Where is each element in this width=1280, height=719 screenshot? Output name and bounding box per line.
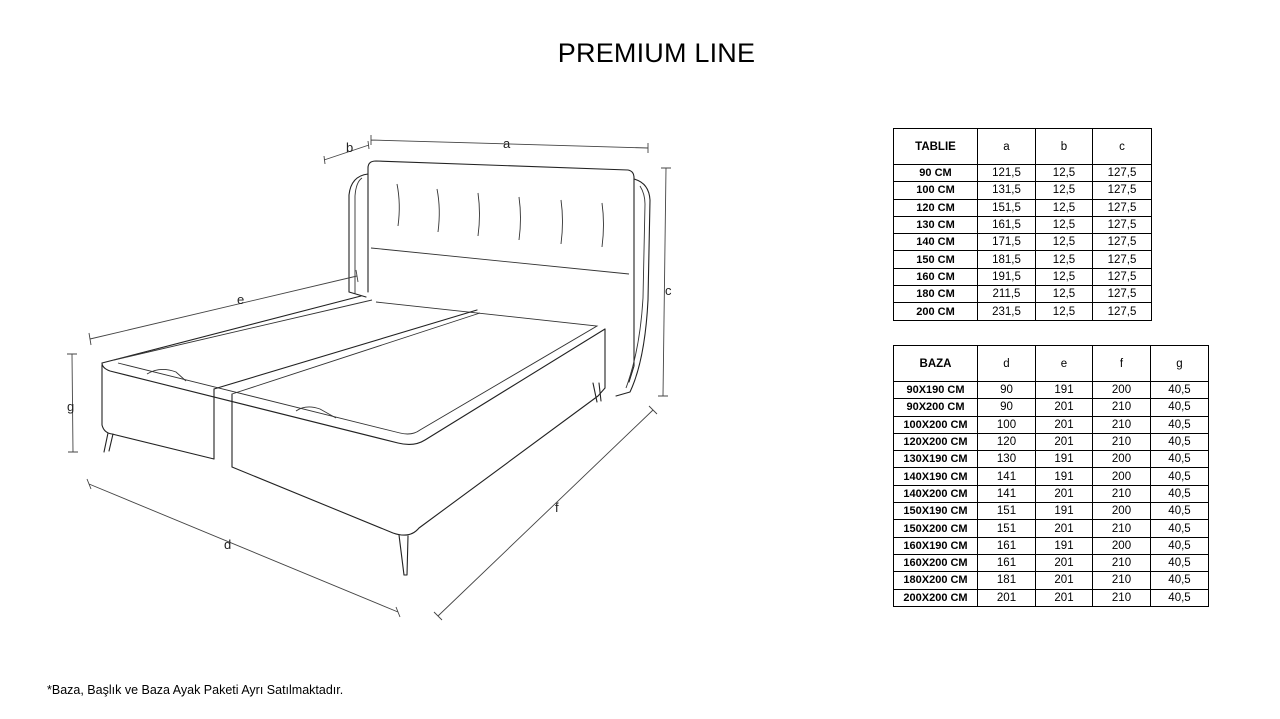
table-cell: 200: [1093, 451, 1151, 468]
table-row: [894, 251, 1152, 268]
table-row: [894, 303, 1152, 320]
table-cell: 12,5: [1036, 199, 1093, 216]
table-row: [894, 268, 1152, 285]
table-row: [894, 165, 1152, 182]
table-cell: 201: [1036, 589, 1093, 606]
table-cell: 90: [978, 382, 1036, 399]
table-cell: 171,5: [978, 234, 1036, 251]
dimension-label-f: f: [555, 500, 559, 515]
table-cell: 201: [1036, 399, 1093, 416]
table-cell: 210: [1093, 485, 1151, 502]
table-cell: 141: [978, 485, 1036, 502]
table-cell: 161: [978, 554, 1036, 571]
table-cell: 127,5: [1093, 199, 1152, 216]
row-label-cell: 160 CM: [894, 268, 978, 285]
table-cell: 200: [1093, 382, 1151, 399]
table-cell: 40,5: [1151, 589, 1209, 606]
table-cell: 201: [1036, 485, 1093, 502]
row-label-cell: 140X190 CM: [894, 468, 978, 485]
table-cell: 201: [1036, 572, 1093, 589]
table-row: [894, 589, 1209, 606]
table-cell: 201: [978, 589, 1036, 606]
row-label-cell: 100X200 CM: [894, 416, 978, 433]
row-label-cell: 130 CM: [894, 216, 978, 233]
dimension-label-b: b: [346, 140, 354, 155]
row-label-cell: 150 CM: [894, 251, 978, 268]
table-cell: 210: [1093, 416, 1151, 433]
table-cell: 201: [1036, 520, 1093, 537]
column-header: c: [1093, 129, 1152, 165]
table-row: [894, 433, 1209, 450]
table-cell: 12,5: [1036, 268, 1093, 285]
table-row: [894, 520, 1209, 537]
row-label-cell: 130X190 CM: [894, 451, 978, 468]
table-cell: 40,5: [1151, 433, 1209, 450]
column-header: g: [1151, 346, 1209, 382]
table-cell: 191: [1036, 382, 1093, 399]
table-cell: 40,5: [1151, 503, 1209, 520]
table-cell: 127,5: [1093, 286, 1152, 303]
row-label-cell: 180X200 CM: [894, 572, 978, 589]
column-header: b: [1036, 129, 1093, 165]
table-cell: 127,5: [1093, 216, 1152, 233]
table-cell: 12,5: [1036, 216, 1093, 233]
table-row: [894, 572, 1209, 589]
column-header: e: [1036, 346, 1093, 382]
table-cell: 100: [978, 416, 1036, 433]
table-cell: 90: [978, 399, 1036, 416]
table-cell: 12,5: [1036, 251, 1093, 268]
row-label-cell: 120 CM: [894, 199, 978, 216]
table-row: [894, 485, 1209, 502]
table-cell: 191,5: [978, 268, 1036, 285]
table-row: [894, 451, 1209, 468]
row-label-cell: 160X200 CM: [894, 554, 978, 571]
bed-base: [102, 296, 605, 575]
table-cell: 127,5: [1093, 303, 1152, 320]
table-cell: 210: [1093, 520, 1151, 537]
table-cell: 200: [1093, 468, 1151, 485]
table-cell: 12,5: [1036, 165, 1093, 182]
column-header: TABLIE: [894, 129, 978, 165]
table-cell: 130: [978, 451, 1036, 468]
table-cell: 12,5: [1036, 286, 1093, 303]
table-row: [894, 537, 1209, 554]
table-cell: 181: [978, 572, 1036, 589]
table-cell: 12,5: [1036, 234, 1093, 251]
table-cell: 151: [978, 503, 1036, 520]
dimension-label-d: d: [224, 537, 232, 552]
table-cell: 127,5: [1093, 251, 1152, 268]
table-cell: 210: [1093, 554, 1151, 571]
table-header-row: [894, 129, 1152, 165]
table-cell: 121,5: [978, 165, 1036, 182]
table-cell: 151: [978, 520, 1036, 537]
row-label-cell: 160X190 CM: [894, 537, 978, 554]
table-cell: 191: [1036, 468, 1093, 485]
table-cell: 12,5: [1036, 182, 1093, 199]
table-cell: 200: [1093, 503, 1151, 520]
table-cell: 201: [1036, 554, 1093, 571]
row-label-cell: 180 CM: [894, 286, 978, 303]
table-cell: 12,5: [1036, 303, 1093, 320]
table-row: [894, 234, 1152, 251]
table-cell: 40,5: [1151, 416, 1209, 433]
table-row: [894, 503, 1209, 520]
table-header-row: [894, 346, 1209, 382]
table-cell: 120: [978, 433, 1036, 450]
table-row: [894, 554, 1209, 571]
table-cell: 40,5: [1151, 468, 1209, 485]
column-header: d: [978, 346, 1036, 382]
row-label-cell: 200 CM: [894, 303, 978, 320]
baza-dimensions-table: [893, 345, 1209, 607]
row-label-cell: 200X200 CM: [894, 589, 978, 606]
dimension-label-a: a: [503, 136, 511, 151]
table-row: [894, 199, 1152, 216]
table-cell: 210: [1093, 399, 1151, 416]
column-header: a: [978, 129, 1036, 165]
row-label-cell: 90X200 CM: [894, 399, 978, 416]
row-label-cell: 140X200 CM: [894, 485, 978, 502]
table-cell: 40,5: [1151, 382, 1209, 399]
table-cell: 161: [978, 537, 1036, 554]
table-row: [894, 382, 1209, 399]
page-title: PREMIUM LINE: [557, 38, 756, 68]
table-cell: 210: [1093, 589, 1151, 606]
row-label-cell: 90 CM: [894, 165, 978, 182]
column-header: BAZA: [894, 346, 978, 382]
dimension-label-c: c: [665, 283, 672, 298]
table-row: [894, 286, 1152, 303]
table-cell: 127,5: [1093, 268, 1152, 285]
row-label-cell: 120X200 CM: [894, 433, 978, 450]
row-label-cell: 140 CM: [894, 234, 978, 251]
table-cell: 127,5: [1093, 234, 1152, 251]
table-cell: 40,5: [1151, 572, 1209, 589]
tablie-dimensions-table: [893, 128, 1152, 321]
table-cell: 210: [1093, 572, 1151, 589]
footnote: *Baza, Başlık ve Baza Ayak Paketi Ayrı Satılmaktadır.: [47, 683, 344, 697]
table-cell: 127,5: [1093, 165, 1152, 182]
table-cell: 40,5: [1151, 399, 1209, 416]
table-cell: 40,5: [1151, 451, 1209, 468]
table-cell: 181,5: [978, 251, 1036, 268]
table-cell: 131,5: [978, 182, 1036, 199]
table-cell: 161,5: [978, 216, 1036, 233]
table-row: [894, 399, 1209, 416]
row-label-cell: 90X190 CM: [894, 382, 978, 399]
table-cell: 141: [978, 468, 1036, 485]
table-cell: 211,5: [978, 286, 1036, 303]
table-cell: 40,5: [1151, 520, 1209, 537]
column-header: f: [1093, 346, 1151, 382]
table-row: [894, 216, 1152, 233]
table-row: [894, 182, 1152, 199]
table-cell: 201: [1036, 416, 1093, 433]
table-cell: 191: [1036, 537, 1093, 554]
dimension-lines: [67, 135, 671, 620]
table-row: [894, 416, 1209, 433]
row-label-cell: 150X200 CM: [894, 520, 978, 537]
dimension-label-g: g: [67, 399, 75, 414]
table-row: [894, 468, 1209, 485]
row-label-cell: 100 CM: [894, 182, 978, 199]
table-cell: 40,5: [1151, 485, 1209, 502]
table-cell: 127,5: [1093, 182, 1152, 199]
row-label-cell: 150X190 CM: [894, 503, 978, 520]
table-cell: 210: [1093, 433, 1151, 450]
table-cell: 231,5: [978, 303, 1036, 320]
table-cell: 151,5: [978, 199, 1036, 216]
dimension-label-e: e: [237, 292, 245, 307]
table-cell: 191: [1036, 451, 1093, 468]
table-cell: 201: [1036, 433, 1093, 450]
table-cell: 40,5: [1151, 537, 1209, 554]
table-cell: 191: [1036, 503, 1093, 520]
table-cell: 40,5: [1151, 554, 1209, 571]
table-cell: 200: [1093, 537, 1151, 554]
